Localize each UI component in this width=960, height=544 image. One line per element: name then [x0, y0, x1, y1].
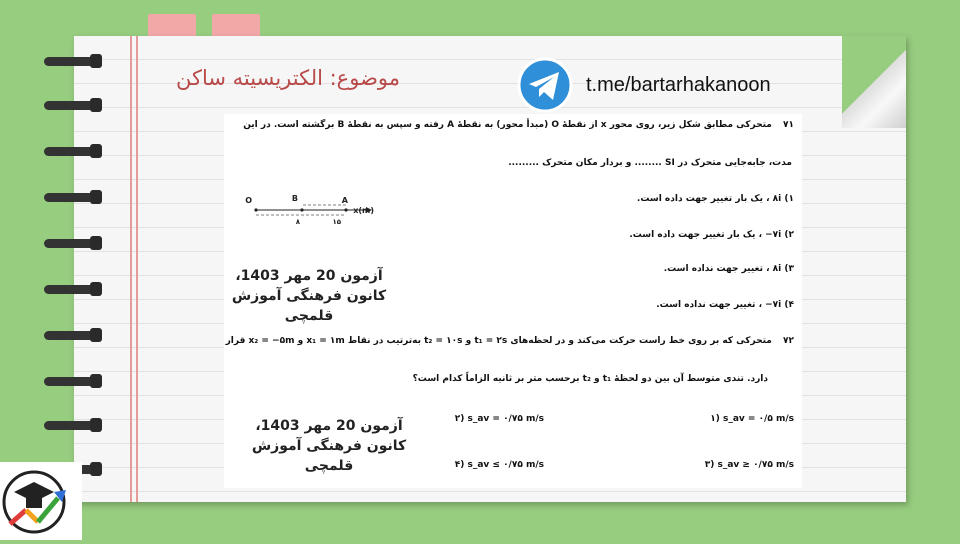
topic-title: موضوع: الکتریسیته ساکن: [176, 66, 400, 90]
question-71-option-4: ۴) ۷i− ، تغییر جهت نداده است.: [656, 300, 794, 310]
source-stamp-1-line2: کانون فرهنگی آموزش قلمچی: [231, 288, 387, 324]
source-stamp-1-line1: آزمون 20 مهر 1403،: [235, 268, 383, 284]
question-72-option-3: ۳) s_av ≥ ۰/۷۵ m/s: [704, 460, 794, 470]
binder-ring: [44, 98, 102, 112]
question-71-option-2: ۲) ۷i− ، یک بار تغییر جهت داده است.: [629, 230, 794, 240]
question-sheet: [224, 114, 802, 488]
margin-line-1: [130, 36, 132, 502]
telegram-link[interactable]: t.me/bartarhakanoon: [586, 74, 771, 96]
question-71-number: ۷۱: [783, 120, 794, 130]
question-71-line2: مدت، جابه‌جایی متحرک در SI ........ و بردار مکان متحرک .........: [508, 158, 792, 168]
question-71-option-3: ۳) ۸i ، تغییر جهت نداده است.: [663, 264, 794, 274]
tick-a-label: ۱۵: [332, 218, 341, 226]
question-71-line1: متحرکی مطابق شکل زیر، روی محور x از نقطهٔ O (مبدأ محور) به نقطهٔ A رفته و سپس به نقطهٔ B برگشته است. در این: [243, 120, 772, 130]
site-logo: [0, 462, 82, 540]
question-72-line2: دارد. تندی متوسط آن بین دو لحظهٔ t₁ و t₂ برحسب متر بر ثانیه الزاماً کدام است؟: [412, 374, 768, 384]
point-o-label: O: [245, 196, 252, 205]
axis-label: x(m): [353, 206, 374, 215]
margin-line-2: [136, 36, 138, 502]
question-72-option-1: ۱) s_av = ۰/۵ m/s: [710, 414, 794, 424]
source-stamp-2-line2: کانون فرهنگی آموزش قلمچی: [251, 438, 407, 474]
source-stamp-1: [224, 266, 394, 326]
binder-ring: [44, 418, 102, 432]
binder-ring: [44, 374, 102, 388]
binder-ring: [44, 236, 102, 250]
binder-ring: [44, 328, 102, 342]
binder-ring: [44, 190, 102, 204]
page-curl: [842, 36, 906, 128]
tick-b-label: ۸: [295, 218, 300, 226]
motion-axis-figure: [245, 192, 398, 230]
question-72-option-4: ۴) s_av ≤ ۰/۷۵ m/s: [454, 460, 544, 470]
binder-ring: [44, 144, 102, 158]
point-b-label: B: [291, 194, 298, 203]
question-72-option-2: ۲) s_av = ۰/۷۵ m/s: [454, 414, 544, 424]
telegram-icon[interactable]: [516, 56, 574, 114]
source-stamp-2-line1: آزمون 20 مهر 1403،: [255, 418, 403, 434]
question-71-text: [243, 120, 794, 130]
question-71-option-1: ۱) ۸i ، یک بار تغییر جهت داده است.: [636, 194, 794, 204]
question-72-number: ۷۲: [783, 336, 794, 346]
source-stamp-2: [244, 416, 414, 476]
point-a-label: A: [341, 196, 348, 205]
binder-ring: [44, 54, 102, 68]
graduation-logo-icon: [0, 462, 82, 540]
binder-ring: [44, 282, 102, 296]
question-72-text: [226, 336, 794, 346]
question-72-line1: متحرکی که بر روی خط راست حرکت می‌کند و در لحظه‌های t₁ = ۲s و t₂ = ۱۰s به‌ترتیب در نقاط x₁ = ۱m و x₂ = −۵m قرار: [225, 336, 772, 346]
